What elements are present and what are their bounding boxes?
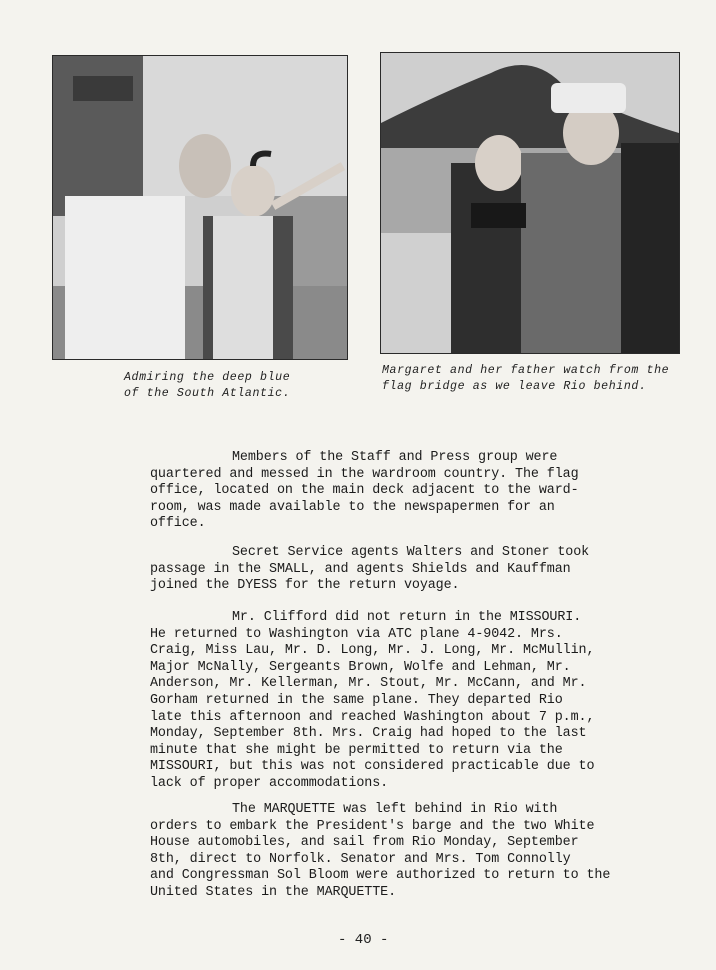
text-line: Major McNally, Sergeants Brown, Wolfe and Lehman, Mr. <box>150 659 571 675</box>
text-line: and Congressman Sol Bloom were authorized to return to the <box>150 868 611 884</box>
text-line: Mr. Clifford did not return in the MISSOURI. <box>232 610 582 625</box>
text-line: minute that she might be permitted to return via the <box>150 742 563 758</box>
text-line: quartered and messed in the wardroom country. The flag <box>150 466 579 482</box>
text-line: joined the DYESS for the return voyage. <box>150 578 460 594</box>
text-line: He returned to Washington via ATC plane 4-9042. Mrs. <box>150 626 563 642</box>
photo-atlantic <box>52 55 348 360</box>
text-line: MISSOURI, but this was not considered practicable due to <box>150 759 595 775</box>
paragraph-clifford <box>150 610 630 793</box>
caption-line: flag bridge as we leave Rio behind. <box>382 380 647 393</box>
text-line: room, was made available to the newspapermen for an <box>150 499 555 515</box>
text-line: Secret Service agents Walters and Stoner took <box>232 545 590 560</box>
text-line: United States in the MARQUETTE. <box>150 884 397 900</box>
paragraph-secret-service <box>150 545 630 595</box>
text-line: orders to embark the President's barge and the two White <box>150 818 595 834</box>
caption-line: of the South Atlantic. <box>124 387 291 400</box>
paragraph <box>150 450 630 533</box>
photo-rio-caption <box>382 363 669 395</box>
text-line: The MARQUETTE was left behind in Rio with <box>232 802 558 817</box>
photo-rio-image <box>381 53 679 353</box>
photo-atlantic-caption <box>124 370 290 402</box>
caption-line: Admiring the deep blue <box>124 371 291 384</box>
text-line: Anderson, Mr. Kellerman, Mr. Stout, Mr. McCann, and Mr. <box>150 676 587 692</box>
paragraph-staff-press <box>150 450 630 533</box>
text-line: office, located on the main deck adjacent to the ward- <box>150 483 579 499</box>
text-line: 8th, direct to Norfolk. Senator and Mrs. Tom Connolly <box>150 851 571 867</box>
text-line: Gorham returned in the same plane. They departed Rio <box>150 692 563 708</box>
text-line: lack of proper accommodations. <box>150 775 389 791</box>
text-line: late this afternoon and reached Washington about 7 p.m., <box>150 709 595 725</box>
paragraph <box>150 545 630 595</box>
page-number: - 40 - <box>338 932 389 948</box>
paragraph <box>150 610 630 793</box>
paragraph <box>150 802 630 902</box>
text-line: Members of the Staff and Press group were <box>232 450 558 465</box>
text-line: Craig, Miss Lau, Mr. D. Long, Mr. J. Long, Mr. McMullin, <box>150 643 595 659</box>
text-line: office. <box>150 516 206 532</box>
text-line: Monday, September 8th. Mrs. Craig had hoped to the last <box>150 726 587 742</box>
text-line: passage in the SMALL, and agents Shields and Kauffman <box>150 561 571 577</box>
paragraph-marquette <box>150 802 630 902</box>
photo-rio <box>380 52 680 354</box>
caption-line: Margaret and her father watch from the <box>382 364 670 377</box>
photo-atlantic-image <box>53 56 347 359</box>
text-line: House automobiles, and sail from Rio Monday, September <box>150 835 579 851</box>
